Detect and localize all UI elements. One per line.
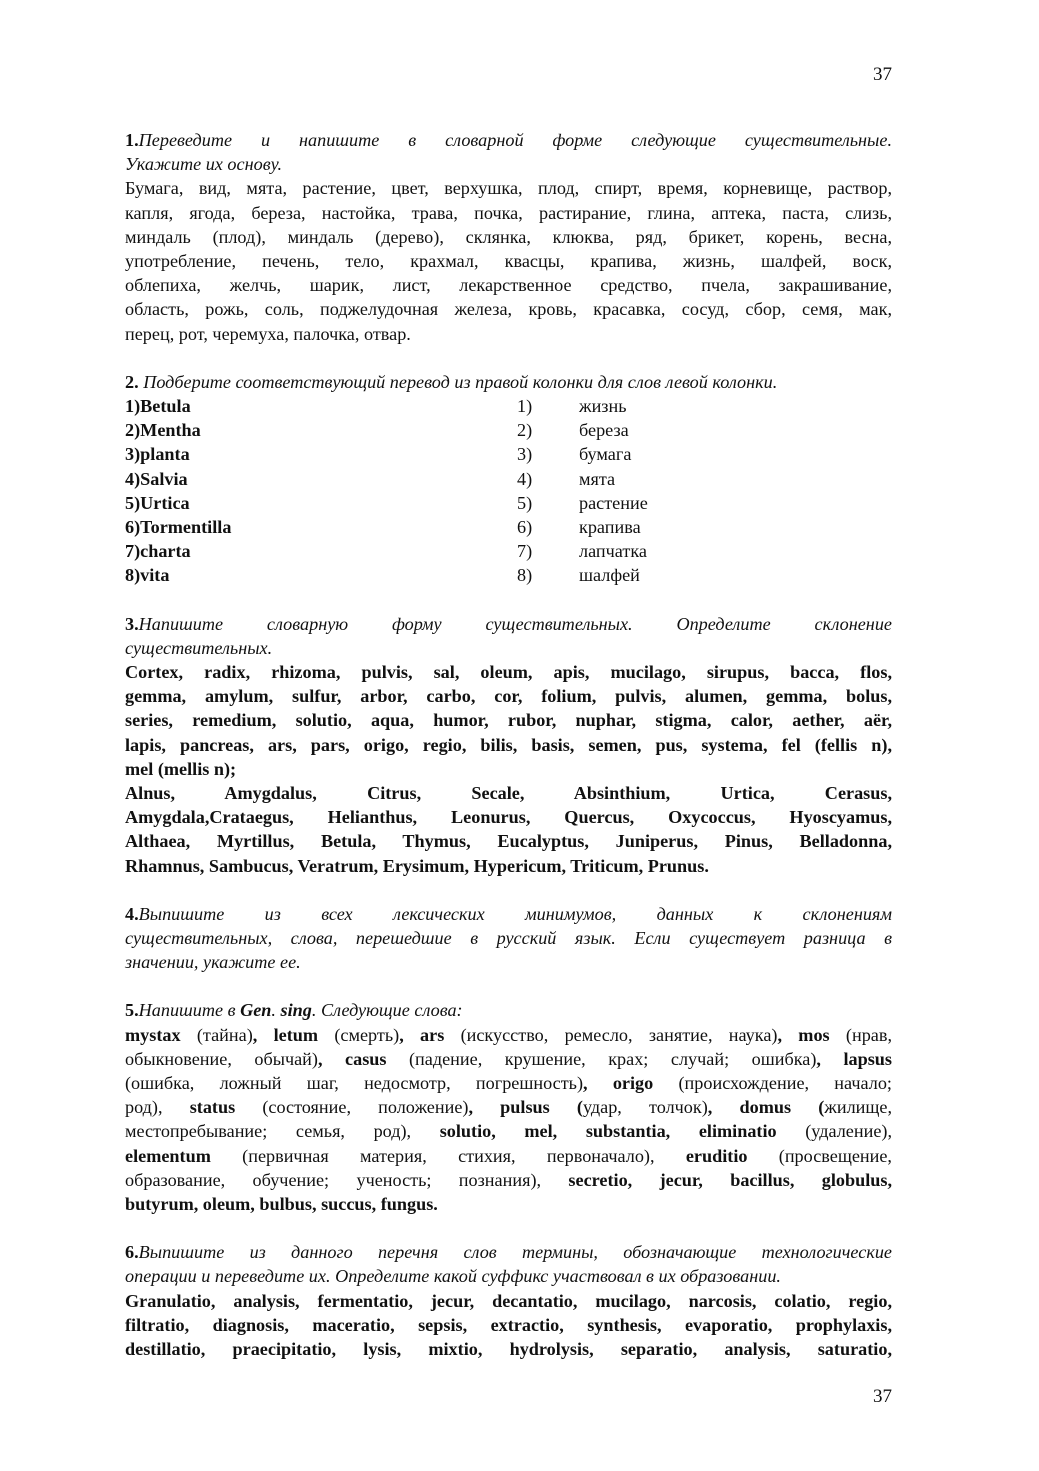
row-number: 8)	[517, 565, 533, 586]
text-line: Rhamnus, Sambucus, Veratrum, Erysimum, Hypericum, Triticum, Prunus.	[125, 855, 709, 876]
text-line: filtratio, diagnosis, maceratio, sepsis, extractio, synthesis, evaporatio, prophylaxis,	[125, 1314, 892, 1335]
latin-word: mystax	[125, 1024, 181, 1045]
russian-term: растение	[579, 492, 648, 513]
exercise-3-instruction: 3.Напишите словарную форму существительных. Определите склонение	[125, 613, 892, 634]
exercise-2-instruction: 2. Подберите соответствующий перевод из правой колонки для слов левой колонки.	[125, 371, 778, 392]
exercise-6-instruction: 6.Выпишите из данного перечня слов термины, обозначающие технологические	[125, 1242, 892, 1263]
text-line	[125, 1023, 892, 1047]
exercise-3	[125, 612, 892, 878]
row-number: 4)	[517, 468, 533, 489]
latin-word: secretio, jecur, bacillus, globulus,	[568, 1169, 893, 1190]
matching-row	[125, 418, 892, 442]
translation-text: обыкновение, обычай)	[125, 1048, 318, 1069]
text-line: mel (mellis n);	[125, 758, 237, 779]
exercise-1	[125, 128, 892, 346]
latin-term: 6)Tormentilla	[125, 516, 232, 537]
text-line	[125, 1192, 892, 1216]
exercise-2	[125, 370, 892, 588]
translation-text: (тайна)	[180, 1024, 253, 1045]
exercise-1-instruction: 1.Переведите и напишите в словарной форме следующие существительные.	[125, 130, 892, 150]
matching-row	[125, 467, 892, 491]
exercise-1-instruction-cont: Укажите их основу.	[125, 154, 283, 175]
russian-term: жизнь	[579, 396, 627, 417]
page-number-bottom: 37	[873, 1386, 892, 1407]
text-line: Alnus, Amygdalus, Citrus, Secale, Absinthium, Urtica, Cerasus,	[125, 782, 892, 803]
translation-text: удар, толчок)	[582, 1097, 708, 1118]
latin-term: 7)charta	[125, 541, 191, 562]
matching-row	[125, 539, 892, 563]
text-line: series, remedium, solutio, aqua, humor, rubor, nuphar, stigma, calor, aether, aёr,	[125, 710, 892, 731]
translation-text: (происхождение, начало;	[653, 1072, 892, 1093]
exercise-6-word-list	[125, 1289, 892, 1362]
text-line: Althaea, Myrtillus, Betula, Thymus, Eucalyptus, Juniperus, Pinus, Belladonna,	[125, 831, 892, 852]
latin-word: solutio, mel, substantia, eliminatio	[439, 1121, 777, 1142]
translation-text: жилище,	[824, 1097, 893, 1118]
latin-word: , ars	[399, 1024, 445, 1045]
matching-row	[125, 442, 892, 466]
latin-word: , casus	[317, 1048, 387, 1069]
latin-word: , lapsus	[816, 1048, 892, 1069]
translation-text: (искусство, ремесло, занятие, наука)	[444, 1024, 778, 1045]
row-number: 3)	[517, 444, 533, 465]
latin-term: 1)Betula	[125, 396, 191, 417]
exercise-6	[125, 1240, 892, 1361]
matching-row	[125, 515, 892, 539]
row-number: 6)	[517, 516, 533, 537]
text-line: Бумага, вид, мята, растение, цвет, верхушка, плод, спирт, время, корневище, раствор,	[125, 178, 892, 199]
exercise-3-word-list-b	[125, 781, 892, 878]
exercise-4-instruction-cont: существительных, слова, перешедшие в русский язык. Если существует разница в	[125, 927, 892, 948]
text-line: Amygdala,Crataegus, Helianthus, Leonurus, Quercus, Oxycoccus, Hyoscyamus,	[125, 807, 892, 828]
text-line: destillatio, praecipitatio, lysis, mixtio, hydrolysis, separatio, analysis, saturatio,	[125, 1339, 892, 1360]
latin-word: status	[189, 1097, 236, 1118]
translation-text: (просвещение,	[747, 1145, 892, 1166]
exercise-4	[125, 902, 892, 975]
text-line: миндаль (плод), миндаль (дерево), склянка, клюква, ряд, брикет, корень, весна,	[125, 226, 892, 247]
translation-text: местопребывание; семья, род),	[125, 1121, 440, 1142]
translation-text: (падение, крушение, крах; случай; ошибка)	[386, 1048, 817, 1069]
latin-word: , origo	[583, 1072, 654, 1093]
translation-text: (удаление),	[776, 1121, 893, 1142]
russian-term: крапива	[579, 516, 641, 537]
russian-term: лапчатка	[579, 541, 647, 562]
text-line	[125, 1168, 892, 1192]
row-number: 1)	[517, 396, 533, 417]
latin-term: 4)Salvia	[125, 468, 188, 489]
translation-text: образование, обучение; ученость; познания),	[125, 1169, 569, 1190]
latin-word: butyrum, oleum, bulbus, succus, fungus.	[125, 1194, 438, 1214]
russian-term: шалфей	[579, 565, 640, 586]
text-line	[125, 1071, 892, 1095]
russian-term: бумага	[579, 444, 632, 465]
russian-term: мята	[579, 468, 616, 489]
row-number: 5)	[517, 492, 533, 513]
text-line: область, рожь, соль, поджелудочная железа, кровь, красавка, сосуд, сбор, семя, мак,	[125, 299, 892, 320]
exercise-1-word-list	[125, 176, 892, 345]
text-line: капля, ягода, береза, настойка, трава, почка, растирание, глина, аптека, паста, слизь,	[125, 202, 892, 223]
exercise-5-instruction: 5.Напишите в Gen. sing. Следующие слова:	[125, 1000, 463, 1021]
latin-word: eruditio	[685, 1145, 748, 1166]
text-line: lapis, pancreas, ars, pars, origo, regio, bilis, basis, semen, pus, systema, fel (fellis n),	[125, 734, 892, 755]
text-line: перец, рот, черемуха, палочка, отвар.	[125, 323, 411, 344]
latin-word: , mos	[777, 1024, 830, 1045]
matching-row	[125, 491, 892, 515]
latin-word: , letum	[252, 1024, 319, 1045]
text-line: облепиха, желчь, шарик, лист, лекарственное средство, пчела, закрашивание,	[125, 275, 892, 296]
latin-term: 2)Mentha	[125, 420, 201, 441]
translation-text: (первичная материя, стихия, первоначало),	[210, 1145, 686, 1166]
text-line	[125, 1095, 892, 1119]
exercise-5-word-list	[125, 1023, 892, 1217]
latin-word: , pulsus (	[468, 1097, 583, 1118]
latin-term: 3)planta	[125, 444, 190, 465]
translation-text: (нрав,	[829, 1024, 892, 1045]
latin-term: 5)Urtica	[125, 492, 190, 513]
text-line: Cortex, radix, rhizoma, pulvis, sal, oleum, apis, mucilago, sirupus, bacca, flos,	[125, 661, 892, 682]
translation-text: род),	[125, 1097, 190, 1118]
exercise-3-instruction-cont: существительных.	[125, 637, 273, 658]
exercise-4-instruction-end: значении, укажите ее.	[125, 952, 301, 973]
matching-row	[125, 563, 892, 587]
page-number-top: 37	[873, 64, 892, 85]
matching-table	[125, 394, 892, 588]
translation-text: (ошибка, ложный шаг, недосмотр, погрешность)	[125, 1072, 584, 1093]
row-number: 2)	[517, 420, 533, 441]
translation-text: (смерть)	[318, 1024, 400, 1045]
exercise-6-instruction-cont: операции и переведите их. Определите какой суффикс участвовал в их образовании.	[125, 1266, 781, 1287]
text-line	[125, 1047, 892, 1071]
text-line: Granulatio, analysis, fermentatio, jecur, decantatio, mucilago, narcosis, colatio, regio,	[125, 1290, 892, 1311]
text-line	[125, 1144, 892, 1168]
russian-term: береза	[579, 420, 629, 441]
latin-word: , domus (	[707, 1097, 825, 1118]
text-line	[125, 1119, 892, 1143]
text-line: употребление, печень, тело, крахмал, квасцы, крапива, жизнь, шалфей, воск,	[125, 251, 892, 272]
exercise-3-word-list-a	[125, 660, 892, 781]
page-content	[125, 128, 892, 1361]
exercise-5	[125, 998, 892, 1216]
text-line: gemma, amylum, sulfur, arbor, carbo, cor, folium, pulvis, alumen, gemma, bolus,	[125, 686, 892, 707]
exercise-4-instruction: 4.Выпишите из всех лексических минимумов, данных к склонениям	[125, 903, 892, 924]
translation-text: (состояние, положение)	[235, 1097, 469, 1118]
row-number: 7)	[517, 541, 533, 562]
latin-term: 8)vita	[125, 565, 170, 586]
exercise-number: 1.	[125, 130, 139, 150]
matching-row	[125, 394, 892, 418]
latin-word: elementum	[125, 1145, 211, 1166]
